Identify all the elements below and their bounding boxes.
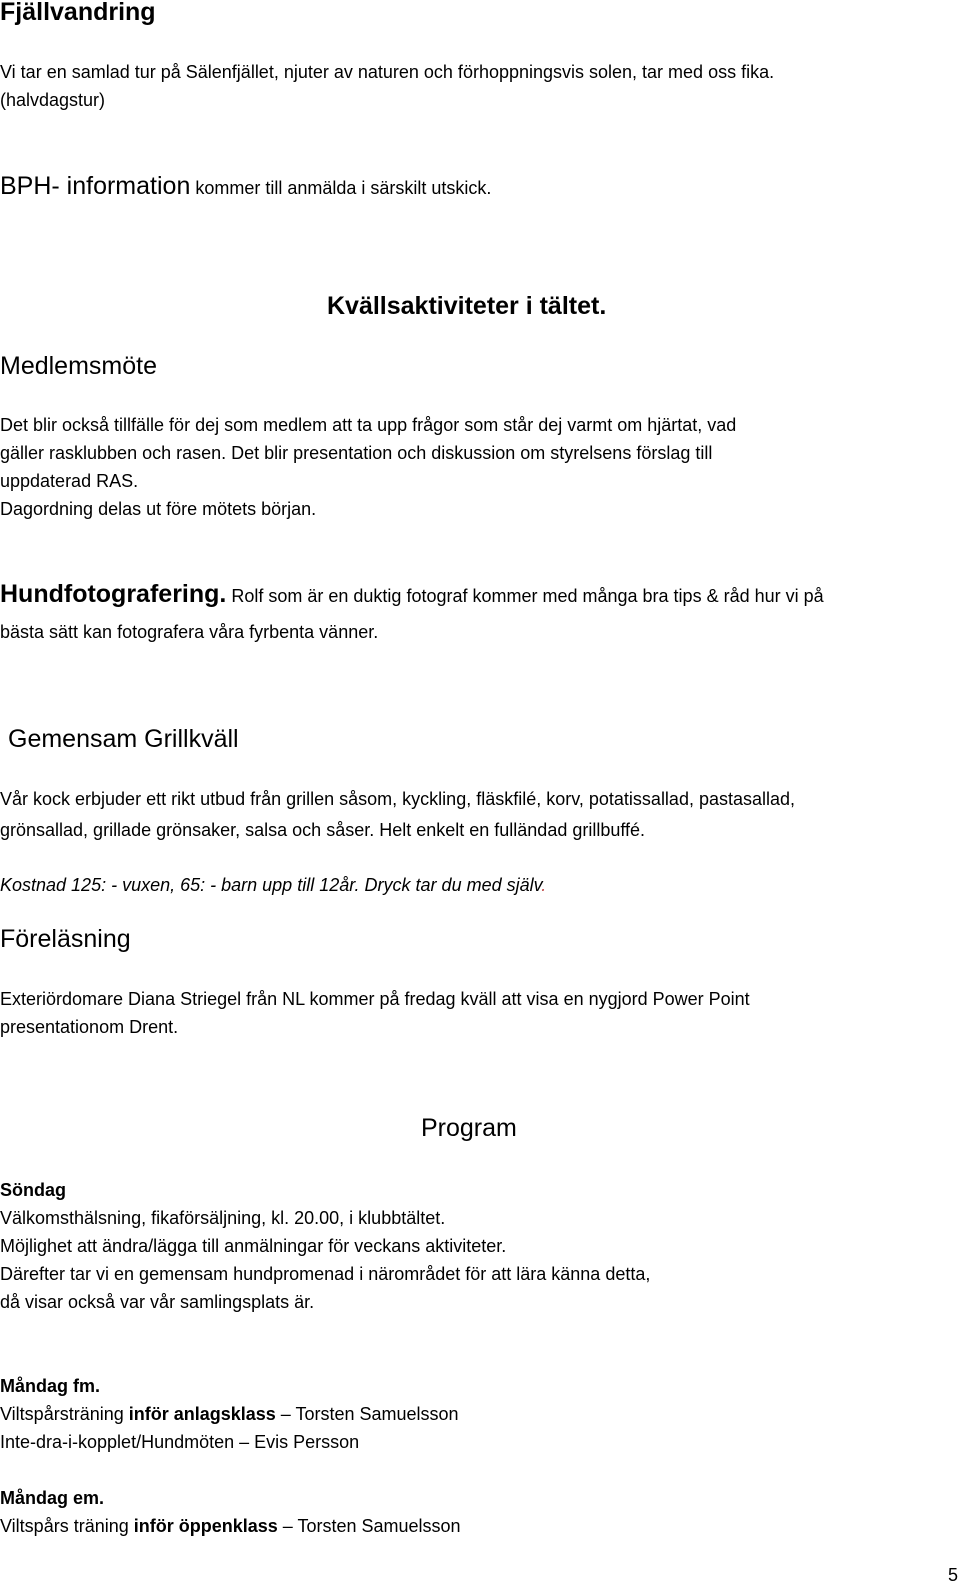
program-line: Inte-dra-i-kopplet/Hundmöten – Evis Persson (0, 1432, 360, 1452)
heading-medlemsmote: Medlemsmöte (0, 352, 157, 380)
paragraph-line: gäller rasklubben och rasen. Det blir presentation och diskussion om styrelsens förslag till (0, 443, 713, 463)
heading-hundfotografering: Hundfotografering. (0, 580, 227, 608)
cost-line (0, 871, 546, 899)
activity-class: inför anlagsklass (128, 1404, 276, 1424)
activity-text: Viltspårs träning (0, 1516, 134, 1536)
paragraph-line: Dagordning delas ut före mötets början. (0, 499, 317, 519)
activity-leader: – Torsten Samuelsson (277, 1516, 461, 1536)
heading-program: Program (421, 1114, 517, 1142)
activity-leader: – Torsten Samuelsson (275, 1404, 459, 1424)
day-heading-mandag-fm: Måndag fm. (0, 1376, 101, 1396)
program-line: Välkomsthälsning, fikaförsäljning, kl. 20.00, i klubbtältet. (0, 1208, 446, 1228)
paragraph-line: Vi tar en samlad tur på Sälenfjället, njuter av naturen och förhoppningsvis solen, tar med oss fika. (0, 62, 775, 82)
cost-dot: . (541, 875, 547, 895)
paragraph-line: bästa sätt kan fotografera våra fyrbenta vänner. (0, 622, 379, 642)
cost-text: Kostnad 125: - vuxen, 65: - barn upp till 12år. Dryck tar du med själv (0, 875, 542, 895)
bph-line (0, 172, 491, 202)
program-line (0, 1400, 459, 1428)
paragraph-line: Exteriördomare Diana Striegel från NL kommer på fredag kväll att visa en nygjord Power Point (0, 989, 750, 1009)
day-heading-mandag-em: Måndag em. (0, 1488, 105, 1508)
paragraph-line: Det blir också tillfälle för dej som medlem att ta upp frågor som står dej varmt om hjärtat, vad (0, 415, 737, 435)
paragraph-line: grönsallad, grillade grönsaker, salsa och såser. Helt enkelt en fulländad grillbuffé. (0, 820, 646, 840)
paragraph-line: presentationom Drent. (0, 1017, 179, 1037)
program-line: Möjlighet att ändra/lägga till anmälningar för veckans aktiviteter. (0, 1236, 507, 1256)
program-line: då visar också var vår samlingsplats är. (0, 1292, 315, 1312)
paragraph-line: Vår kock erbjuder ett rikt utbud från grillen såsom, kyckling, fläskfilé, korv, potatissallad, pastasallad, (0, 789, 796, 809)
heading-grillkvall: Gemensam Grillkväll (8, 725, 239, 753)
program-line (0, 1512, 461, 1540)
activity-class: inför öppenklass (133, 1516, 278, 1536)
page-number: 5 (947, 1565, 958, 1585)
heading-fjallvandring: Fjällvandring (0, 0, 156, 26)
paragraph-line: uppdaterad RAS. (0, 471, 139, 491)
activity-text: Viltspårsträning (0, 1404, 129, 1424)
heading-forelasning: Föreläsning (0, 925, 131, 953)
foto-line (0, 580, 824, 610)
heading-bph: BPH- information (0, 172, 191, 200)
paragraph-line: (halvdagstur) (0, 90, 106, 110)
foto-text: Rolf som är en duktig fotograf kommer med många bra tips & råd hur vi på (226, 586, 824, 606)
bph-text: kommer till anmälda i särskilt utskick. (190, 178, 492, 198)
day-heading-sondag: Söndag (0, 1180, 66, 1200)
program-line: Därefter tar vi en gemensam hundpromenad i närområdet för att lära känna detta, (0, 1264, 651, 1284)
heading-evening-activities: Kvällsaktiviteter i tältet. (327, 292, 607, 320)
